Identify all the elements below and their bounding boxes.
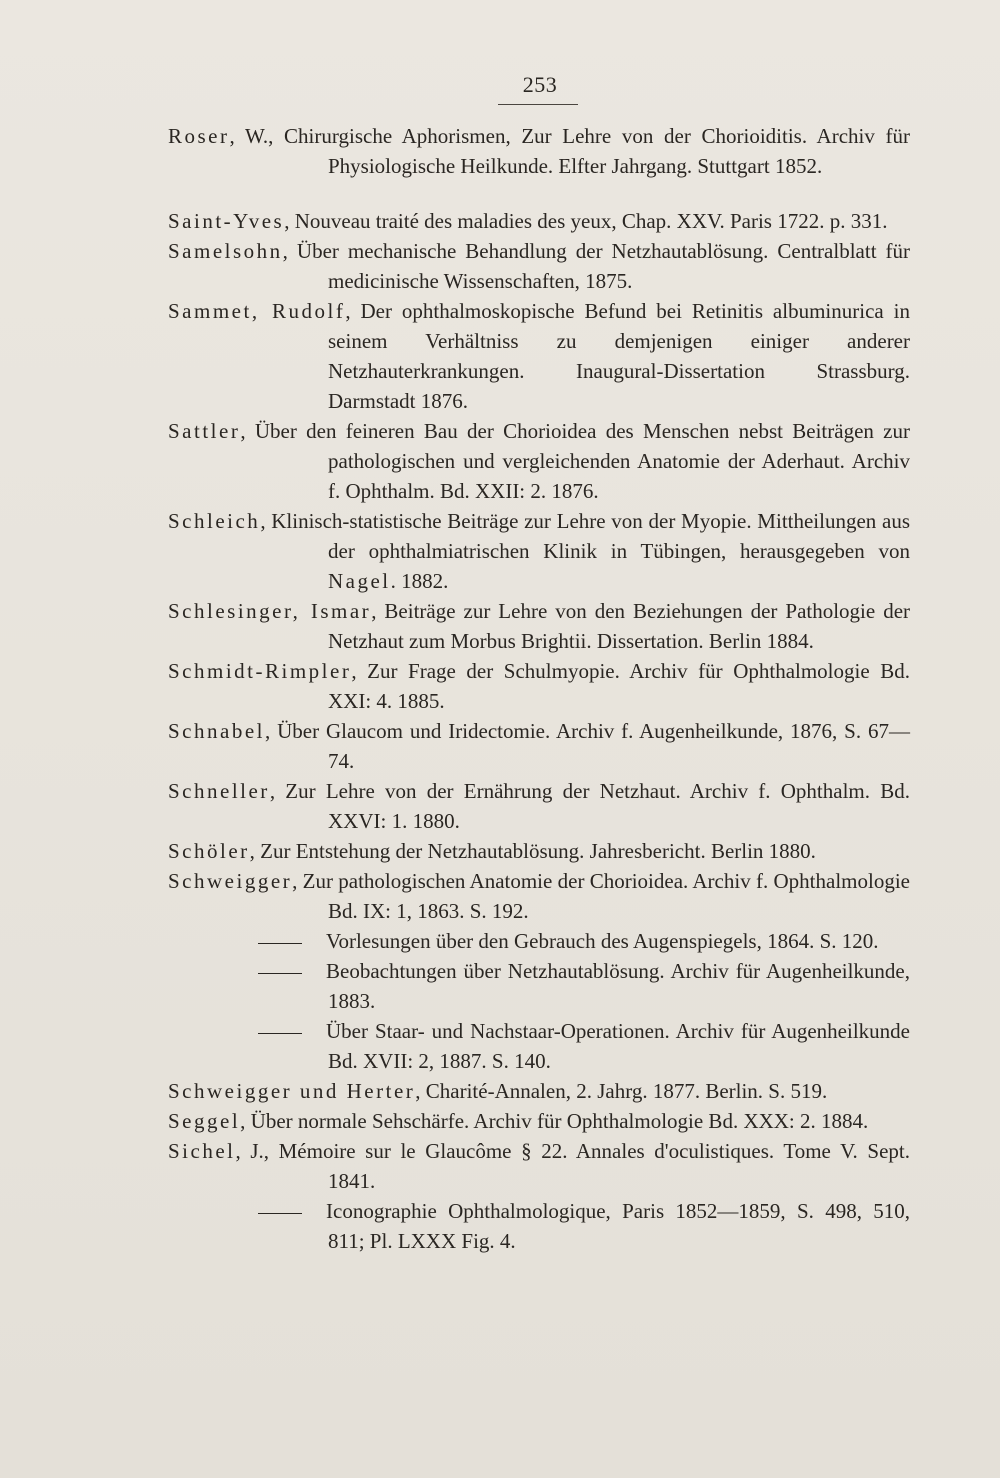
entry-text: , Zur Entstehung der Netzhautablösung. Jahresbericht. Berlin 1880. [249, 839, 816, 863]
bibliography-entry-schmidt-rimpler [168, 656, 910, 716]
entry-text: , Über den feineren Bau der Chorioidea des Menschen nebst Beiträgen zur pathologischen und vergleichenden Anatomie der Aderhaut. Archiv f. Ophthalm. Bd. XXII: 2. 1876. [240, 419, 910, 503]
entry-text: , Nouveau traité des maladies des yeux, Chap. XXV. Paris 1722. p. 331. [284, 209, 888, 233]
entry-author: Schneller [168, 779, 270, 803]
bibliography-entry-schnabel [168, 716, 910, 776]
entry-text: , W., Chirurgische Aphorismen, Zur Lehre von der Chorioiditis. Archiv für Physiologische Heilkunde. Elfter Jahrgang. Stuttgart 1852. [229, 124, 910, 178]
bibliography-entry-schoeler [168, 836, 910, 866]
ditto-dash [258, 973, 302, 974]
bibliography-entry-continuation [168, 926, 910, 956]
bibliography-entry-schweigger [168, 866, 910, 926]
entry-editor: Nagel [328, 569, 391, 593]
bibliography-entry-saint-yves [168, 206, 910, 236]
entry-text: , J., Mémoire sur le Glaucôme § 22. Annales d'oculistiques. Tome V. Sept. 1841. [235, 1139, 910, 1193]
page-number: 253 [522, 72, 558, 97]
entry-author: Schmidt-Rimpler [168, 659, 352, 683]
bibliography-entry-schlesinger [168, 596, 910, 656]
ditto-dash [258, 1213, 302, 1214]
entry-author: Roser [168, 124, 230, 148]
entry-text: , Über mechanische Behandlung der Netzhautablösung. Centralblatt für medicinische Wissenschaften, 1875. [282, 239, 910, 293]
bibliography-entry-continuation [168, 1016, 910, 1076]
entry-text: Iconographie Ophthalmologique, Paris 1852—1859, S. 498, 510, 811; Pl. LXXX Fig. 4. [326, 1199, 910, 1253]
entry-text: , Charité-Annalen, 2. Jahrg. 1877. Berlin. S. 519. [415, 1079, 828, 1103]
entry-text: , Über normale Sehschärfe. Archiv für Ophthalmologie Bd. XXX: 2. 1884. [240, 1109, 869, 1133]
bibliography-list [168, 121, 910, 1256]
bibliography-entry-continuation [168, 956, 910, 1016]
bibliography-entry-samelsohn [168, 236, 910, 296]
bibliography-entry-sammet [168, 296, 910, 416]
entry-text: , Über Glaucom und Iridectomie. Archiv f. Augenheilkunde, 1876, S. 67—74. [264, 719, 910, 773]
entry-author: Samelsohn [168, 239, 283, 263]
entry-text: Über Staar- und Nachstaar-Operationen. Archiv für Augenheilkunde Bd. XVII: 2, 1887. S. 140. [326, 1019, 910, 1073]
entry-author: Schlesinger, Ismar [168, 599, 372, 623]
bibliography-entry-schweigger-herter [168, 1076, 910, 1106]
page-number-rule [498, 104, 578, 105]
entry-author: Schnabel [168, 719, 265, 743]
bibliography-entry-sattler [168, 416, 910, 506]
entry-author: Sattler [168, 419, 241, 443]
bibliography-entry-schneller [168, 776, 910, 836]
entry-author: Sammet, Rudolf [168, 299, 346, 323]
entry-text-end: . 1882. [390, 569, 449, 593]
bibliography-entry-seggel [168, 1106, 910, 1136]
entry-text: , Beiträge zur Lehre von den Beziehungen der Pathologie der Netzhaut zum Morbus Brightii. Dissertation. Berlin 1884. [328, 599, 911, 653]
entry-author: Schweigger [168, 869, 293, 893]
entry-text: Vorlesungen über den Gebrauch des Augenspiegels, 1864. S. 120. [326, 929, 879, 953]
entry-author: Saint-Yves [168, 209, 285, 233]
entry-text: , Klinisch-statistische Beiträge zur Lehre von der Myopie. Mittheilungen aus der ophthalmiatrischen Klinik in Tübingen, herausgegeben von [260, 509, 910, 563]
ditto-dash [258, 1033, 302, 1034]
entry-author: Schleich [168, 509, 261, 533]
bibliography-entry-continuation [168, 1196, 910, 1256]
entry-author: Seggel [168, 1109, 241, 1133]
ditto-dash [258, 943, 302, 944]
bibliography-entry-roser [168, 121, 910, 181]
entry-text: , Der ophthalmoskopische Befund bei Retinitis albuminurica in seinem Verhältniss zu demjenigen einiger anderer Netzhauterkrankungen. Inaugural-Dissertation Strassburg. Darmstadt 1876. [328, 299, 910, 413]
entry-author: Sichel [168, 1139, 236, 1163]
entry-text: , Zur Frage der Schulmyopie. Archiv für Ophthalmologie Bd. XXI: 4. 1885. [328, 659, 910, 713]
entry-text: Beobachtungen über Netzhautablösung. Archiv für Augenheilkunde, 1883. [326, 959, 910, 1013]
bibliography-entry-schleich [168, 506, 910, 596]
entry-author: Schweigger und Herter [168, 1079, 416, 1103]
entry-author: Schöler [168, 839, 250, 863]
bibliography-entry-sichel [168, 1136, 910, 1196]
entry-text: , Zur Lehre von der Ernährung der Netzhaut. Archiv f. Ophthalm. Bd. XXVI: 1. 1880. [269, 779, 910, 833]
entry-text: , Zur pathologischen Anatomie der Chorioidea. Archiv f. Ophthalmologie Bd. IX: 1, 1863. S. 192. [292, 869, 910, 923]
